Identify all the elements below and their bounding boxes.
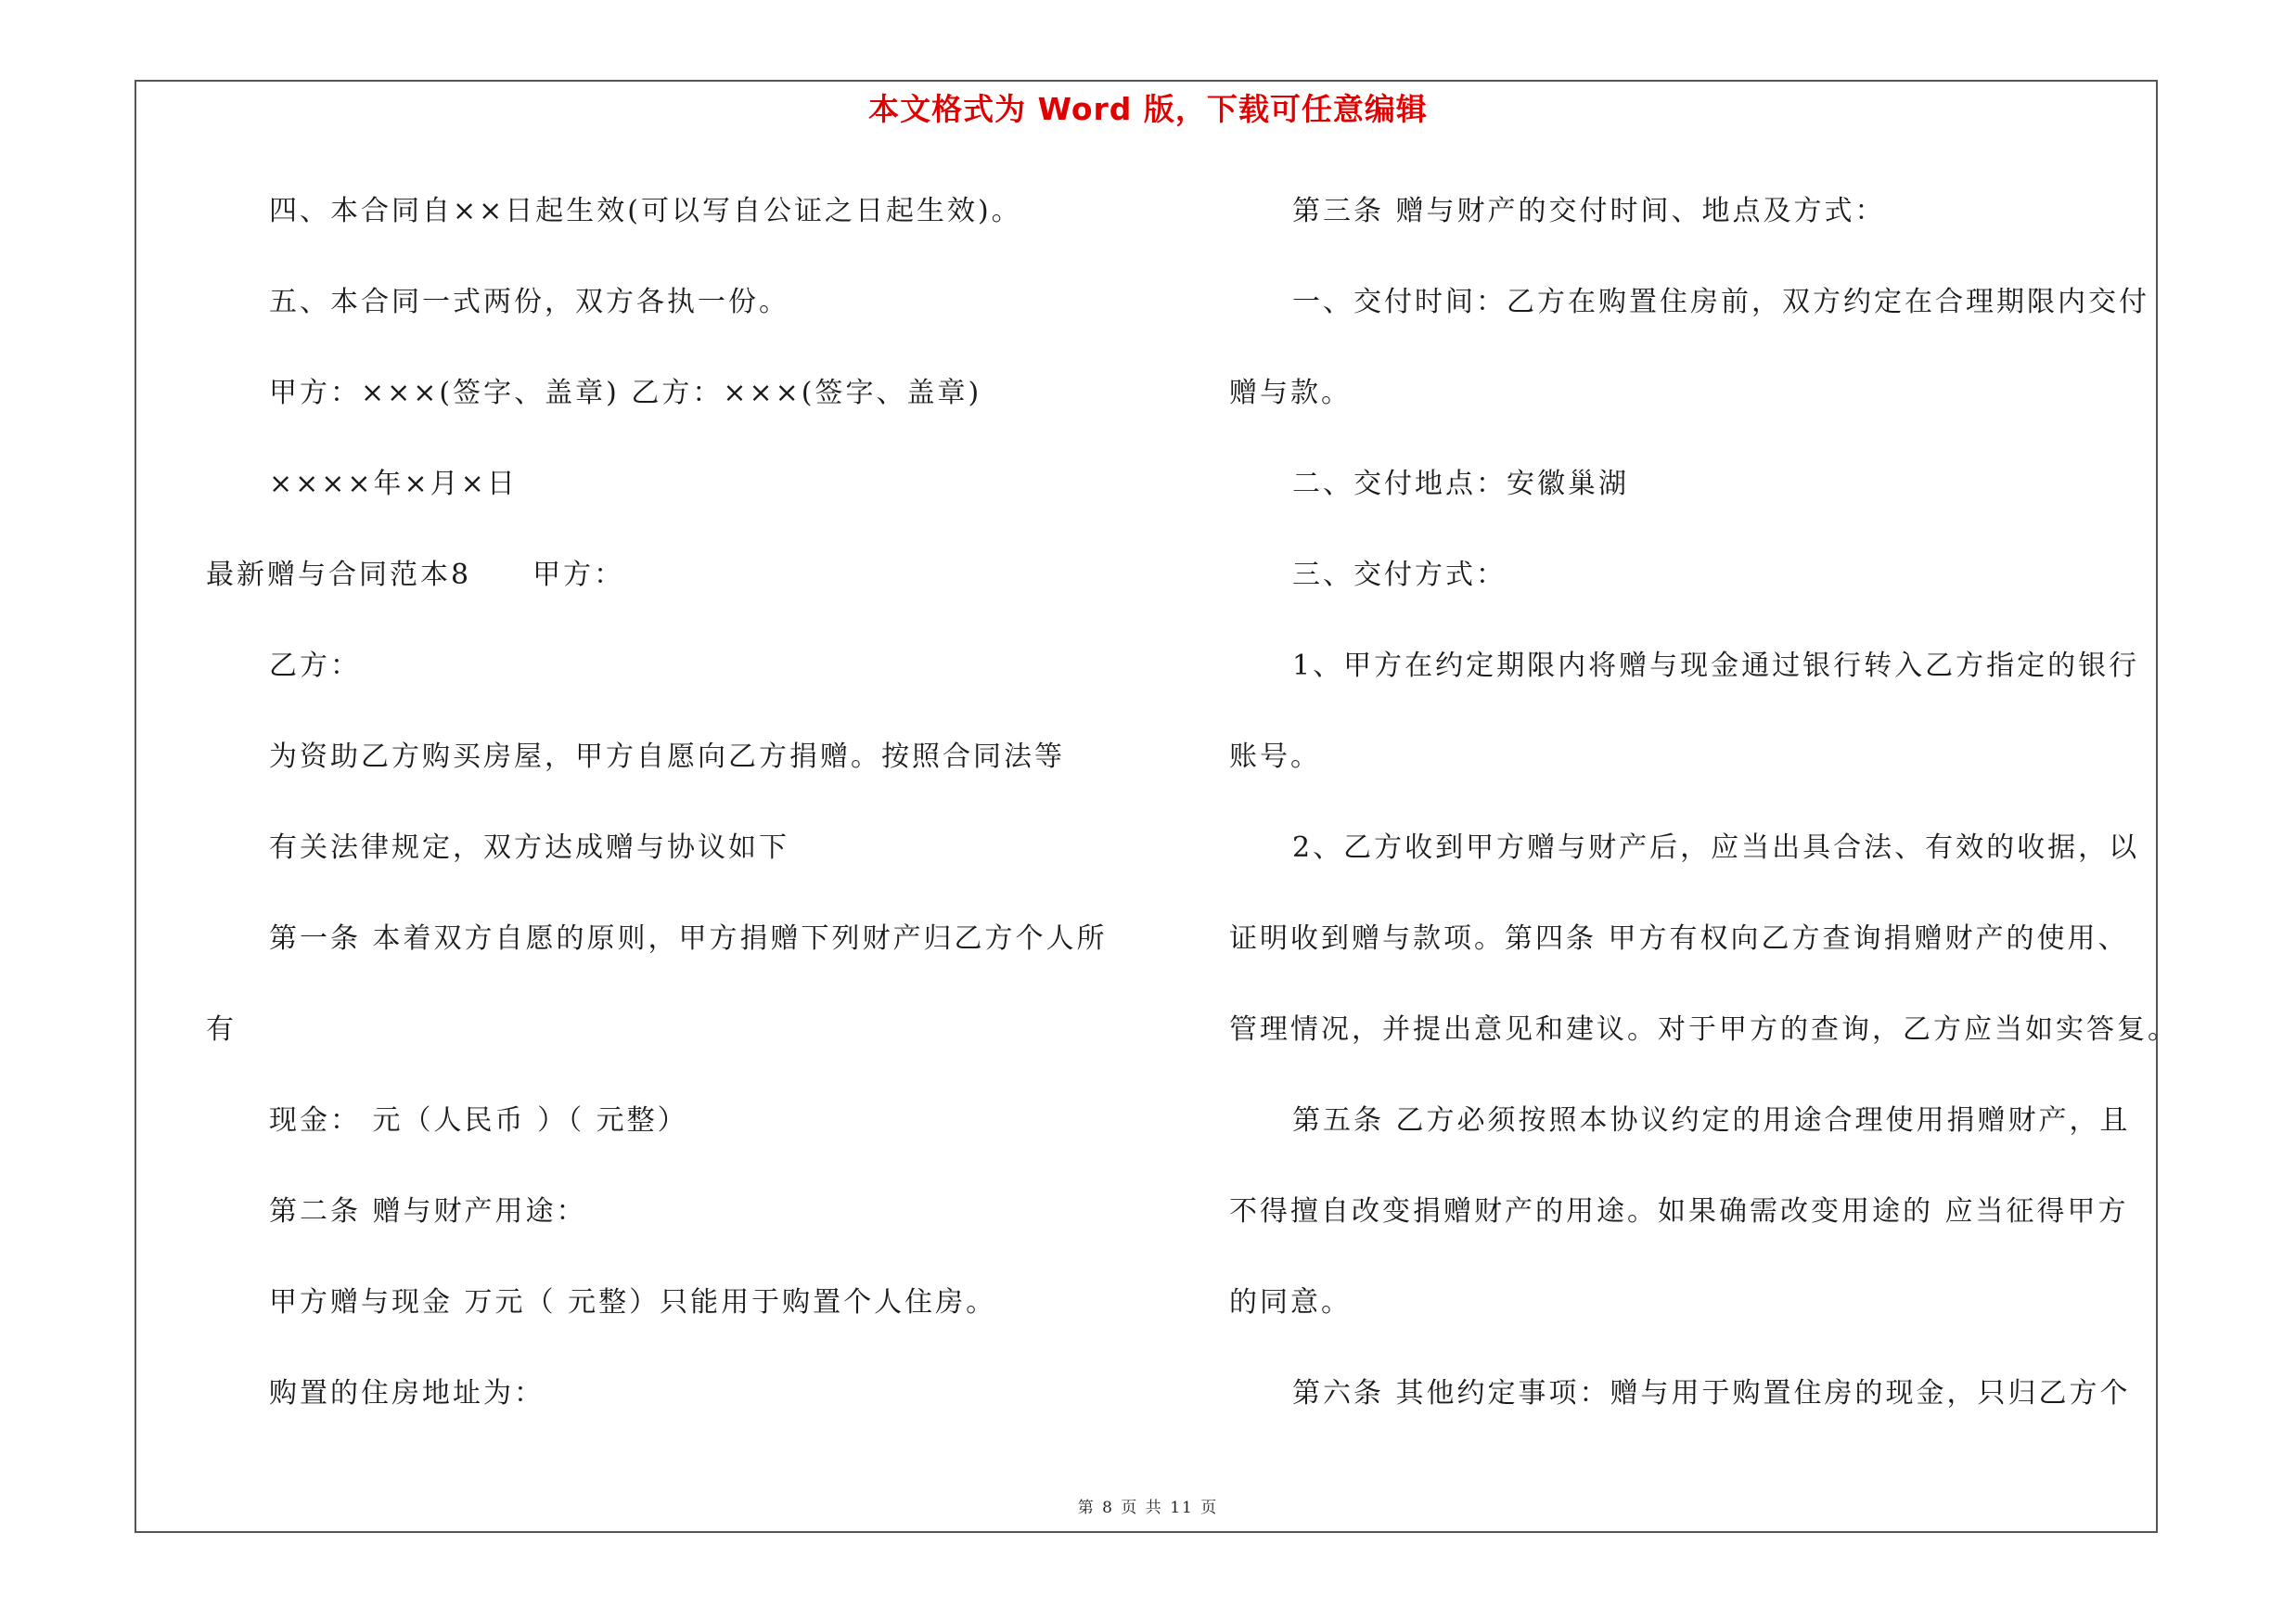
paragraph-line: 1、甲方在约定期限内将赠与现金通过银行转入乙方指定的银行 — [1292, 650, 2140, 682]
paragraph-line: 的同意。 — [1229, 1286, 1352, 1319]
paragraph-line: 甲方：×××(签字、盖章) 乙方：×××(签字、盖章) — [269, 377, 982, 409]
paragraph-line: 不得擅自改变捐赠财产的用途。如果确需改变用途的 应当征得甲方 — [1229, 1195, 2129, 1228]
paragraph-line: 一、交付时间：乙方在购置住房前，双方约定在合理期限内交付 — [1292, 286, 2149, 318]
paragraph-line: 第一条 本着双方自愿的原则，甲方捐赠下列财产归乙方个人所 — [269, 922, 1108, 955]
right-column — [1229, 186, 2178, 1459]
paragraph-line: 五、本合同一式两份，双方各执一份。 — [269, 286, 789, 318]
paragraph-line: 购置的住房地址为： — [269, 1377, 545, 1410]
paragraph-line: 甲方赠与现金 万元（ 元整）只能用于购置个人住房。 — [269, 1286, 997, 1319]
paragraph-line: 证明收到赠与款项。第四条 甲方有权向乙方查询捐赠财产的使用、 — [1229, 922, 2129, 955]
paragraph-line: 管理情况，并提出意见和建议。对于甲方的查询，乙方应当如实答复。 — [1229, 1013, 2178, 1046]
paragraph-line: 赠与款。 — [1229, 377, 1352, 409]
left-column — [206, 186, 1143, 1459]
paragraph-line: ××××年×月×日 — [269, 468, 518, 500]
page-number-footer: 第 8 页 共 11 页 — [1077, 1499, 1219, 1517]
paragraph-line: 三、交付方式： — [1292, 559, 1507, 591]
paragraph-line: 有关法律规定，双方达成赠与协议如下 — [269, 831, 789, 864]
paragraph-line: 第二条 赠与财产用途： — [269, 1195, 587, 1228]
paragraph-line: 四、本合同自××日起生效(可以写自公证之日起生效)。 — [269, 195, 1022, 227]
paragraph-line: 2、乙方收到甲方赠与财产后，应当出具合法、有效的收据，以 — [1292, 831, 2140, 864]
paragraph-line: 为资助乙方购买房屋，甲方自愿向乙方捐赠。按照合同法等 — [269, 741, 1065, 773]
paragraph-line: 有 — [206, 1013, 237, 1046]
paragraph-line: 第三条 赠与财产的交付时间、地点及方式： — [1292, 195, 1886, 227]
paragraph-line: 现金： 元（人民币 ）（ 元整） — [269, 1104, 688, 1137]
paragraph-line: 账号。 — [1229, 741, 1321, 773]
paragraph-line: 二、交付地点：安徽巢湖 — [1292, 468, 1629, 500]
paragraph-line: 最新赠与合同范本8 甲方： — [206, 559, 625, 591]
format-banner: 本文格式为 Word 版，下载可任意编辑 — [868, 91, 1428, 127]
paragraph-line: 乙方： — [269, 650, 361, 682]
paragraph-line: 第六条 其他约定事项：赠与用于购置住房的现金，只归乙方个 — [1292, 1377, 2131, 1410]
paragraph-line: 第五条 乙方必须按照本协议约定的用途合理使用捐赠财产，且 — [1292, 1104, 2131, 1137]
